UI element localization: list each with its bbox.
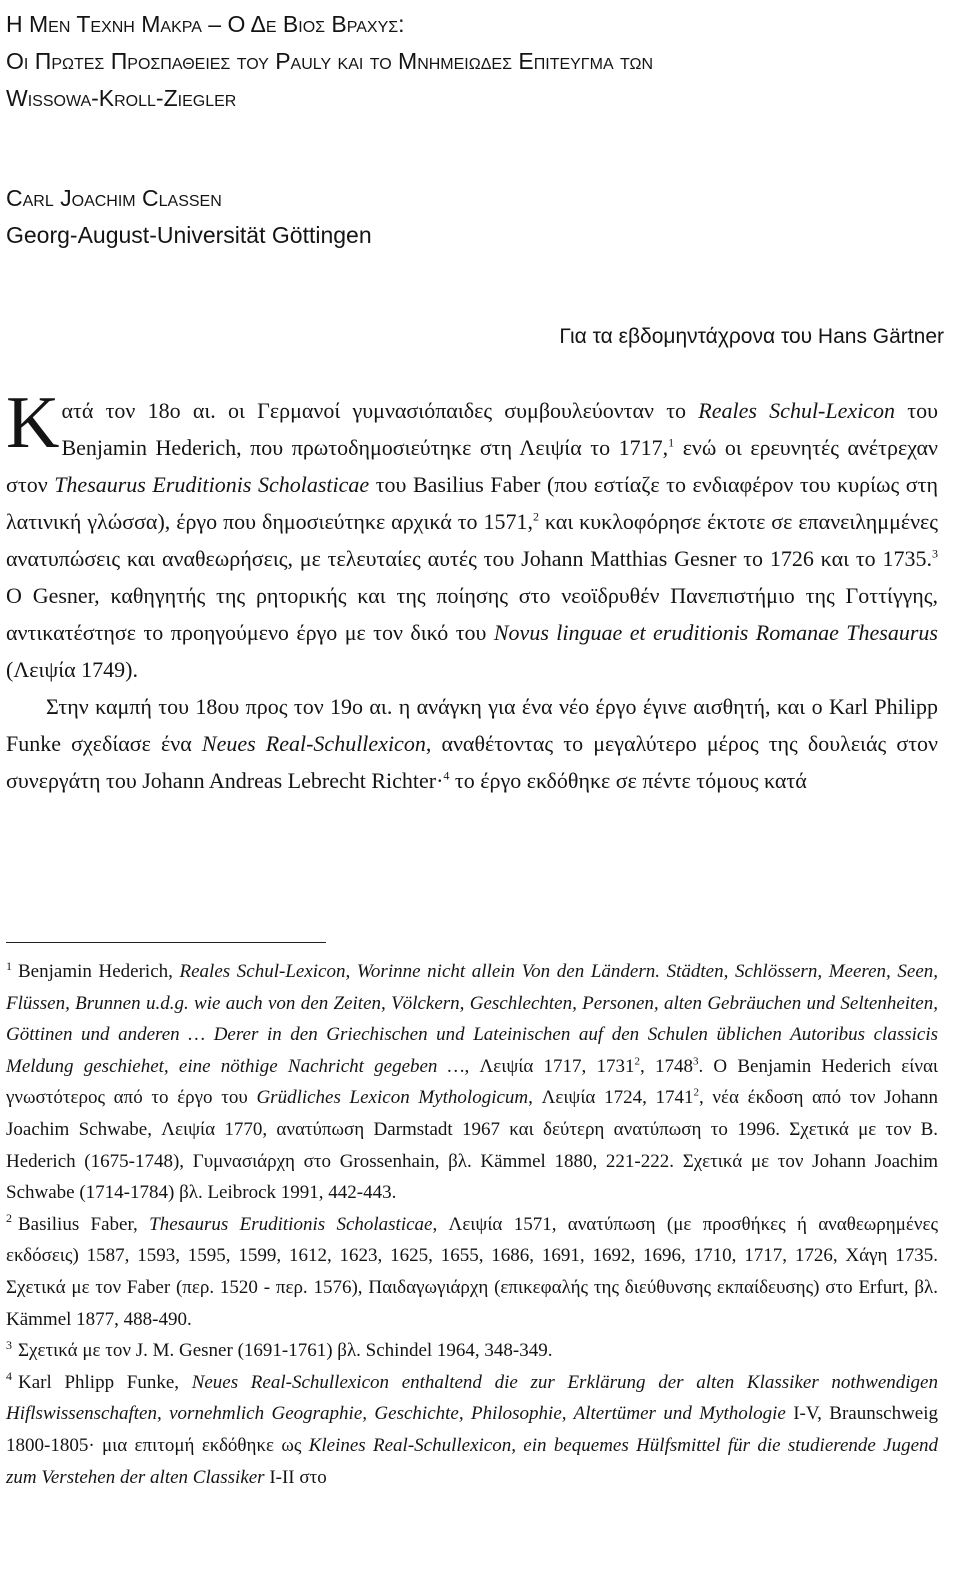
- footnote-number: 3: [6, 1337, 12, 1352]
- footnote-3: $^3$ Σχετικά με τον J. M. Gesner (1691-1761) βλ. Schindel 1964, 348-349.: [6, 1337, 553, 1362]
- footnote-divider: [6, 942, 326, 943]
- paragraph-1: Κατά τον 18ο αι. οι Γερμανοί γυμνασιόπαιδες συμβουλεύονταν το Reales Schul-Lexicon του Benjamin Hederich, που πρωτοδημοσιεύτηκε στη Λειψία το 1717,$^1$ ενώ οι ερευνητές ανέτρεχαν στον Thesaurus Eruditionis Scholasticae του Basilius Faber (που εστίαζε το ενδιαφέρον του κυρίως στη λατινική γλώσσα), έργο που δημοσιεύτηκε αρχικά το 1571,$^2$ και κυκλοφόρησε έκτοτε σε επανειλημμένες ανατυπώσεις και αναθεωρήσεις, με τελευταίες αυτές του Johann Matthias Gesner το 1726 και το 1735.$^3$ Ο Gesner, καθηγητής της ρητορικής και της ποίησης στο νεοϊδρυθέν Πανεπιστήμιο της Γοττίγγης, αντικατέστησε το προηγούμενο έργο με τον δικό του Novus linguae et eruditionis Romanae Thesaurus (Λειψία 1749).: [6, 382, 938, 682]
- footnote-number: 1: [6, 958, 12, 973]
- footnote-number: 2: [6, 1211, 12, 1226]
- drop-cap: Κ: [6, 382, 60, 464]
- footnotes: [6, 956, 938, 1493]
- footnote-number: 4: [6, 1369, 12, 1384]
- author-affiliation: Georg-August-Universität Göttingen: [6, 222, 372, 248]
- footnote-1: $^1$ Benjamin Hederich, Reales Schul-Lexicon, Worinne nicht allein Von den Ländern. Städten, Schlössern, Meeren, Seen, Flüssen, Brunnen u.d.g. wie auch von den Zeiten, Völckern, Geschlechten, Personen, alten Gebräuchen und Seltenheiten, Göttinen und anderen … Derer in den Griechischen und Lateinischen auf den Schulen üblichen Autoribus classicis Meldung geschiehet, eine nöthige Nachricht gegeben …, Λειψία 1717, 1731$^2$, 1748$^3$. Ο Benjamin Hederich είναι γνωστότερος από το έργο του Grüdliches Lexicon Mythologicum, Λειψία 1724, 1741$^2$, νέα έκδοση από τον Johann Joachim Schwabe, Λειψία 1770, ανατύπωση Darmstadt 1967 και δεύτερη ανατύπωση το 1996. Σχετικά με τον B. Hederich (1675-1748), Γυμνασιάρχη στο Grossenhain, βλ. Kämmel 1880, 221-222. Σχετικά με τον Johann Joachim Schwabe (1714-1784) βλ. Leibrock 1991, 442-443.: [6, 958, 939, 1204]
- author-block: [6, 180, 946, 254]
- title-line-3: Wissowa-Kroll-Ziegler: [6, 85, 237, 111]
- paragraph-2: Στην καμπή του 18ου προς τον 19ο αι. η ανάγκη για ένα νέο έργο έγινε αισθητή, και ο Karl Philipp Funke σχεδίασε ένα Neues Real-Schullexicon, αναθέτοντας το μεγαλύτερο μέρος της δουλειάς στον συνεργάτη του Johann Andreas Lebrecht Richter·$^4$ το έργο εκδόθηκε σε πέντε τόμους κατά: [6, 694, 938, 793]
- footnote-2: $^2$ Basilius Faber, Thesaurus Eruditionis Scholasticae, Λειψία 1571, ανατύπωση (με προσθήκες ή αναθεωρημένες εκδόσεις) 1587, 1593, 1595, 1599, 1612, 1623, 1625, 1655, 1686, 1691, 1692, 1696, 1710, 1717, 1726, Χάγη 1735. Σχετικά με τον Faber (περ. 1520 - περ. 1576), Παιδαγωγιάρχη (επικεφαλής της διεύθυνσης εκπαίδευσης) στο Erfurt, βλ. Kämmel 1877, 488-490.: [6, 1211, 938, 1330]
- footnote-4: $^4$ Karl Phlipp Funke, Neues Real-Schullexicon enthaltend die zur Erklärung der alten Klassiker nothwendigen Hiflswissenschaften, vornehmlich Geographie, Geschichte, Philosophie, Altertümer und Mythologie I-V, Braunschweig 1800-1805· μια επιτομή εκδόθηκε ως Kleines Real-Schullexicon, ein bequemes Hülfsmittel für die studierende Jugend zum Verstehen der alten Classiker I-II στο: [6, 1369, 939, 1488]
- body-text: [6, 382, 938, 799]
- article-title: [6, 6, 946, 117]
- author-name: Carl Joachim Classen: [6, 185, 222, 211]
- dedication: Για τα εβδομηντάχρονα του Hans Gärtner: [559, 325, 944, 348]
- footnote-ref-3[interactable]: 3: [932, 546, 938, 561]
- footnote-ref-1[interactable]: 1: [668, 435, 675, 450]
- footnote-ref-2[interactable]: 2: [532, 509, 539, 524]
- title-line-2: Οι Πρωτες Προσπαθειες του Pauly και το Μνημειωδες Επιτευγμα των: [6, 48, 654, 74]
- title-line-1: Η Μεν Τεχνη Μακρα – Ο Δε Βιος Βραχυς:: [6, 11, 405, 37]
- footnote-ref-4[interactable]: 4: [443, 768, 450, 783]
